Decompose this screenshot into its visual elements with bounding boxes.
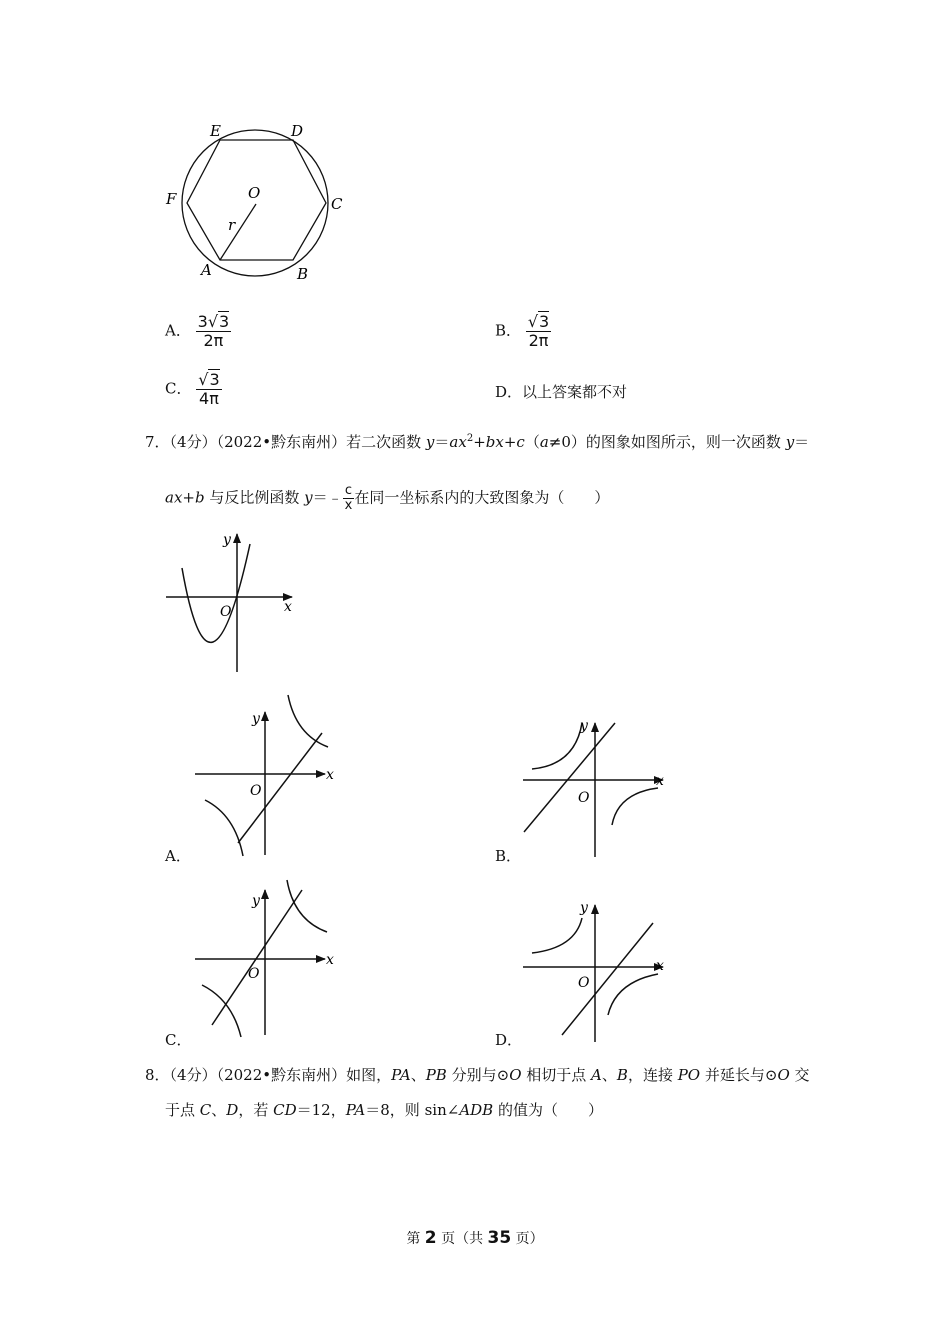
q8-stem-line1 [145,1065,810,1085]
text: 第 [406,1231,425,1247]
origin-label: O [248,966,260,982]
hyperbola-branch-upper [287,880,327,932]
superscript: 2 [466,433,474,444]
text: 相切于点 [521,1066,592,1084]
var: ax [449,433,467,451]
parabola-curve [182,544,250,642]
coefficient: 3 [197,312,208,331]
hyperbola-branch-upper [532,723,582,769]
text: ，若 [238,1101,274,1119]
denominator: 2π [203,331,224,350]
var: O [777,1066,790,1084]
numerator: c [344,483,353,498]
fraction [343,484,355,513]
origin-label: O [578,790,590,806]
var: ax+b [165,488,205,507]
var: B [616,1066,628,1084]
origin-label: O [220,604,232,620]
q7-parabola-figure [160,528,310,678]
q6-option-b[interactable] [495,313,551,350]
hexagon-circle-figure [160,118,360,288]
origin-label: O [250,783,262,799]
text: 与反比例函数 [204,488,305,507]
origin-label: O [578,975,590,991]
var: +c [503,433,525,451]
label-A: A [201,261,212,279]
text: 于点 [165,1101,200,1119]
text: 的值为（ ） [493,1101,603,1119]
q7-stem-line2 [165,484,609,513]
text: 若二次函数 [346,433,426,451]
hyperbola-branch-lower [608,974,658,1015]
var: ADB [459,1101,494,1119]
text: ＝ [434,433,450,451]
label-O: O [248,184,261,202]
text: 、 [211,1101,227,1119]
question-number: 8． [145,1066,170,1084]
option-text: 以上答案都不对 [522,383,628,401]
option-letter: D． [495,383,523,401]
page-number: 2 [424,1228,437,1248]
score: （4分） [169,433,217,451]
text: ＝ [794,433,810,451]
var: y [785,433,795,451]
score: （4分） [169,1066,217,1084]
text: ＝﹣ [312,488,343,507]
x-label: x [656,958,664,974]
text: 的图象如图所示，则一次函数 [585,433,786,451]
text: ≠0） [548,433,586,451]
y-label: y [252,893,260,909]
text: （ [524,433,540,451]
radicand: 3 [219,312,230,331]
x-label: x [284,599,292,615]
denominator: 4π [199,389,219,408]
text: 、 [601,1066,617,1084]
text: 页） [511,1231,544,1247]
text: ＝8，则 sin∠ [365,1101,460,1119]
x-label: x [326,952,334,968]
var: y [304,488,313,507]
var: a [539,433,549,451]
q7-option-d-label[interactable]: D． [495,1031,523,1049]
hyperbola-branch-lower [612,788,658,825]
var: D [226,1101,239,1119]
denominator: x [344,498,353,513]
text: 交 [789,1066,810,1084]
hyperbola-branch-upper [532,918,582,953]
question-number: 7． [145,433,170,451]
text: ，连接 [627,1066,678,1084]
text: 在同一坐标系内的大致图象为（ ） [354,488,610,507]
radius-line [220,204,256,260]
y-label: y [223,532,231,548]
circumcircle [182,130,328,276]
text: 、 [410,1066,426,1084]
q8-stem-line2 [165,1100,603,1120]
source: （2022•黔东南州） [216,1066,347,1084]
label-D: D [291,122,304,140]
q7-option-c-label[interactable]: C． [165,1031,192,1049]
source: （2022•黔东南州） [216,433,347,451]
var: PO [677,1066,701,1084]
q7-stem-line1 [145,429,809,452]
option-letter: A． [165,321,191,340]
var: PB [425,1066,447,1084]
radicand: 3 [539,312,550,331]
linear-function-line [524,723,615,832]
label-r: r [228,216,236,234]
option-letter: C． [165,379,192,398]
text: 并延长与⊙ [700,1066,778,1084]
text: ＝12， [296,1101,346,1119]
q7-option-b-label[interactable]: B． [495,847,522,865]
hyperbola-branch-upper [288,695,328,747]
q6-option-a[interactable] [165,313,231,350]
radicand: 3 [209,370,220,389]
var: C [199,1101,212,1119]
var: +bx [473,433,504,451]
q7-option-a-graph[interactable] [190,690,340,858]
label-F: F [166,190,177,208]
hyperbola-branch-lower [205,800,243,856]
fraction: $\frac{√3}{2\pi}$ [527,312,550,350]
q7-option-a-label[interactable]: A． [165,847,191,865]
var: y [425,433,435,451]
total-pages: 35 [487,1228,512,1248]
text: 分别与⊙ [446,1066,510,1084]
y-label: y [580,900,588,916]
var: A [591,1066,602,1084]
fraction: $\frac{√3}{4\pi}$ [198,370,220,408]
page-footer [0,1228,950,1248]
var: CD [273,1101,297,1119]
x-label: x [326,767,334,783]
var: PA [345,1101,366,1119]
var: O [509,1066,522,1084]
q7-option-c-graph[interactable] [190,875,340,1040]
y-label: y [580,718,588,734]
q6-option-c[interactable] [165,371,222,408]
var: PA [391,1066,411,1084]
text: 如图， [346,1066,392,1084]
label-B: B [297,265,309,283]
q7-option-b-graph[interactable] [520,715,670,860]
denominator: 2π [528,331,549,350]
x-label: x [656,773,664,789]
y-label: y [252,711,260,727]
q7-option-d-graph[interactable] [520,900,670,1045]
label-C: C [331,195,343,213]
q6-option-d[interactable] [495,382,627,402]
text: 页（共 [436,1231,488,1247]
label-E: E [210,122,221,140]
fraction: $\frac{3√3}{2\pi}$ [197,312,230,350]
option-letter: B． [495,321,522,340]
